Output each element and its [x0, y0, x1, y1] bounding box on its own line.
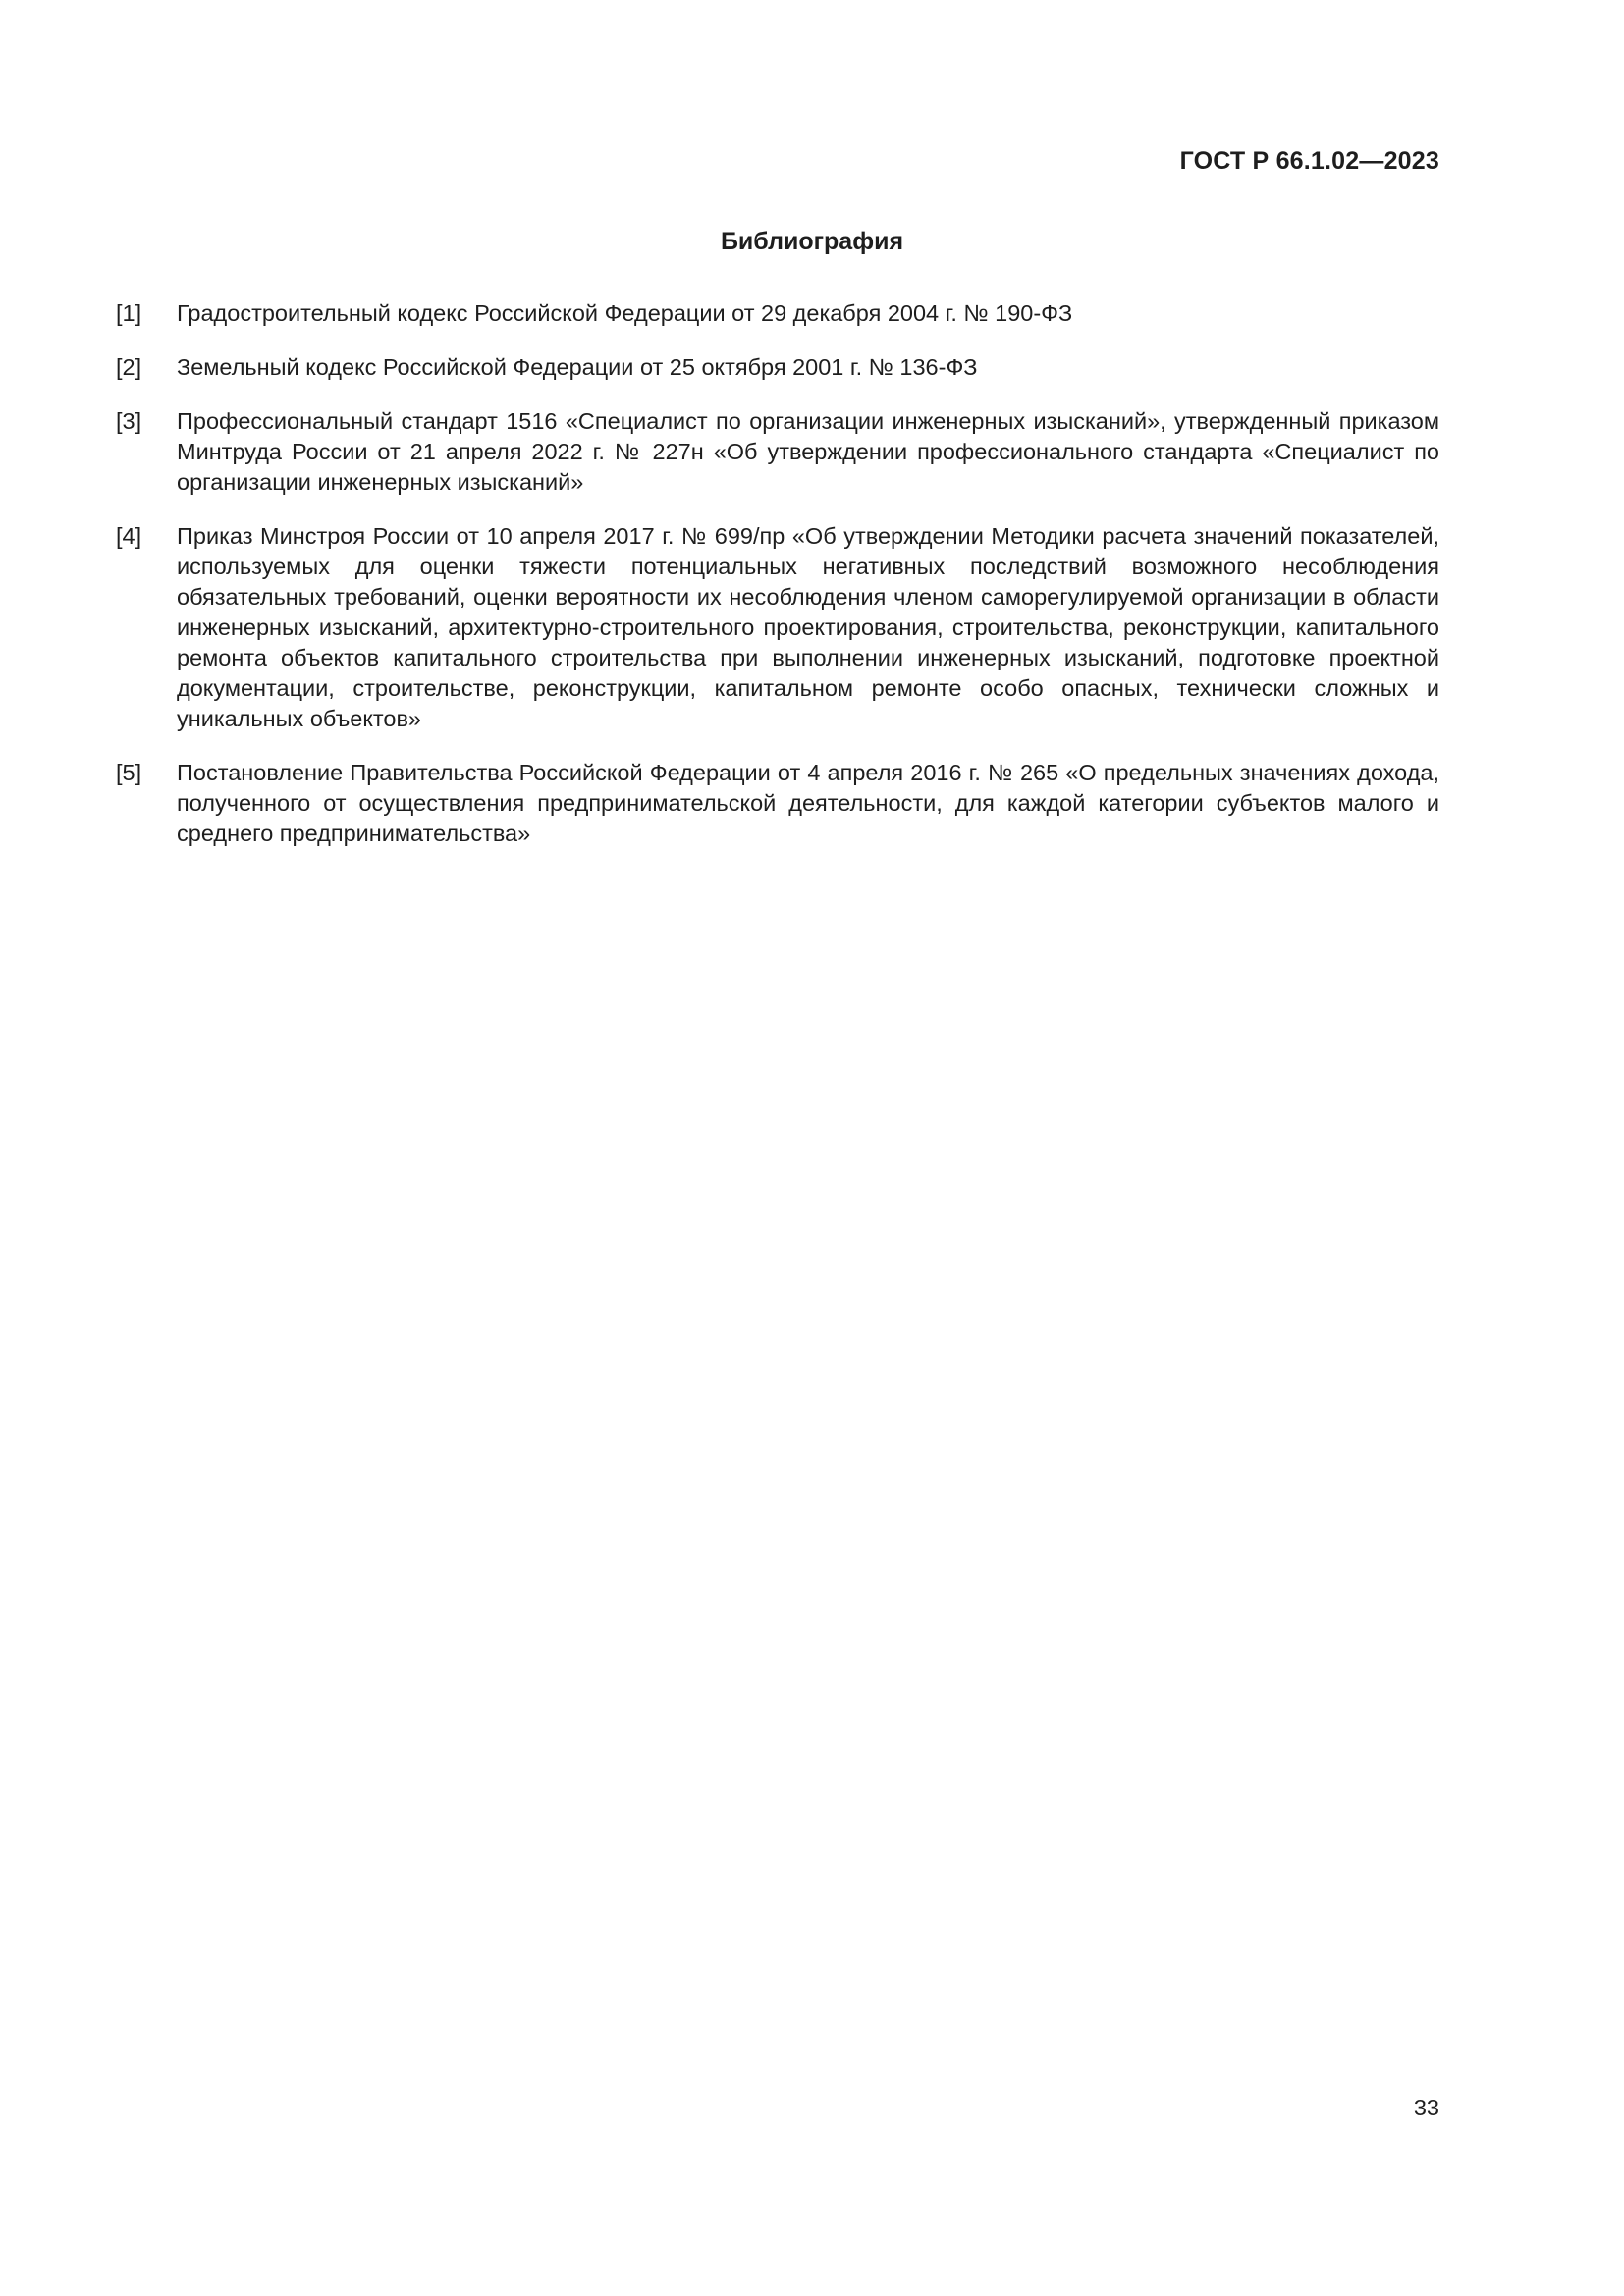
reference-text: Постановление Правительства Российской Федерации от 4 апреля 2016 г. № 265 «О предельных значениях дохода, полученного от осуществления предпринимательской деятельности, для каждой категории субъектов малого и среднего предпринимательства»	[177, 760, 1439, 846]
reference-number: [4]	[116, 523, 142, 549]
bibliography-item	[116, 352, 1439, 383]
document-code: ГОСТ Р 66.1.02—2023	[1179, 147, 1439, 175]
reference-text: Приказ Минстроя России от 10 апреля 2017 г. № 699/пр «Об утверждении Методики расчета значений показателей, используемых для оценки тяжести потенциальных негативных последствий возможного несоблюдения обязательных требований, оценки вероятности их несоблюдения членом саморегулируемой организации в области инженерных изысканий, архитектурно-строительного проектирования, строительства, реконструкции, капитального ремонта объектов капитального строительства при выполнении инженерных изысканий, подготовке проектной документации, строительстве, реконструкции, капитальном ремонте особо опасных, технически сложных и уникальных объектов»	[177, 523, 1439, 731]
reference-number: [1]	[116, 300, 142, 326]
bibliography-item	[116, 406, 1439, 498]
bibliography-item	[116, 298, 1439, 329]
section-title: Библиография	[720, 228, 904, 255]
reference-text: Градостроительный кодекс Российской Федерации от 29 декабря 2004 г. № 190-ФЗ	[177, 300, 1073, 326]
reference-text: Земельный кодекс Российской Федерации от 25 октября 2001 г. № 136-ФЗ	[177, 354, 978, 380]
reference-number: [3]	[116, 408, 142, 434]
page-number: 33	[1413, 2095, 1439, 2120]
bibliography-list	[116, 298, 1439, 873]
bibliography-item	[116, 758, 1439, 849]
reference-number: [2]	[116, 354, 142, 380]
reference-number: [5]	[116, 760, 142, 785]
reference-text: Профессиональный стандарт 1516 «Специалист по организации инженерных изысканий», утвержденный приказом Минтруда России от 21 апреля 2022 г. № 227н «Об утверждении профессионального стандарта «Специалист по организации инженерных изысканий»	[177, 408, 1439, 495]
bibliography-item	[116, 521, 1439, 734]
